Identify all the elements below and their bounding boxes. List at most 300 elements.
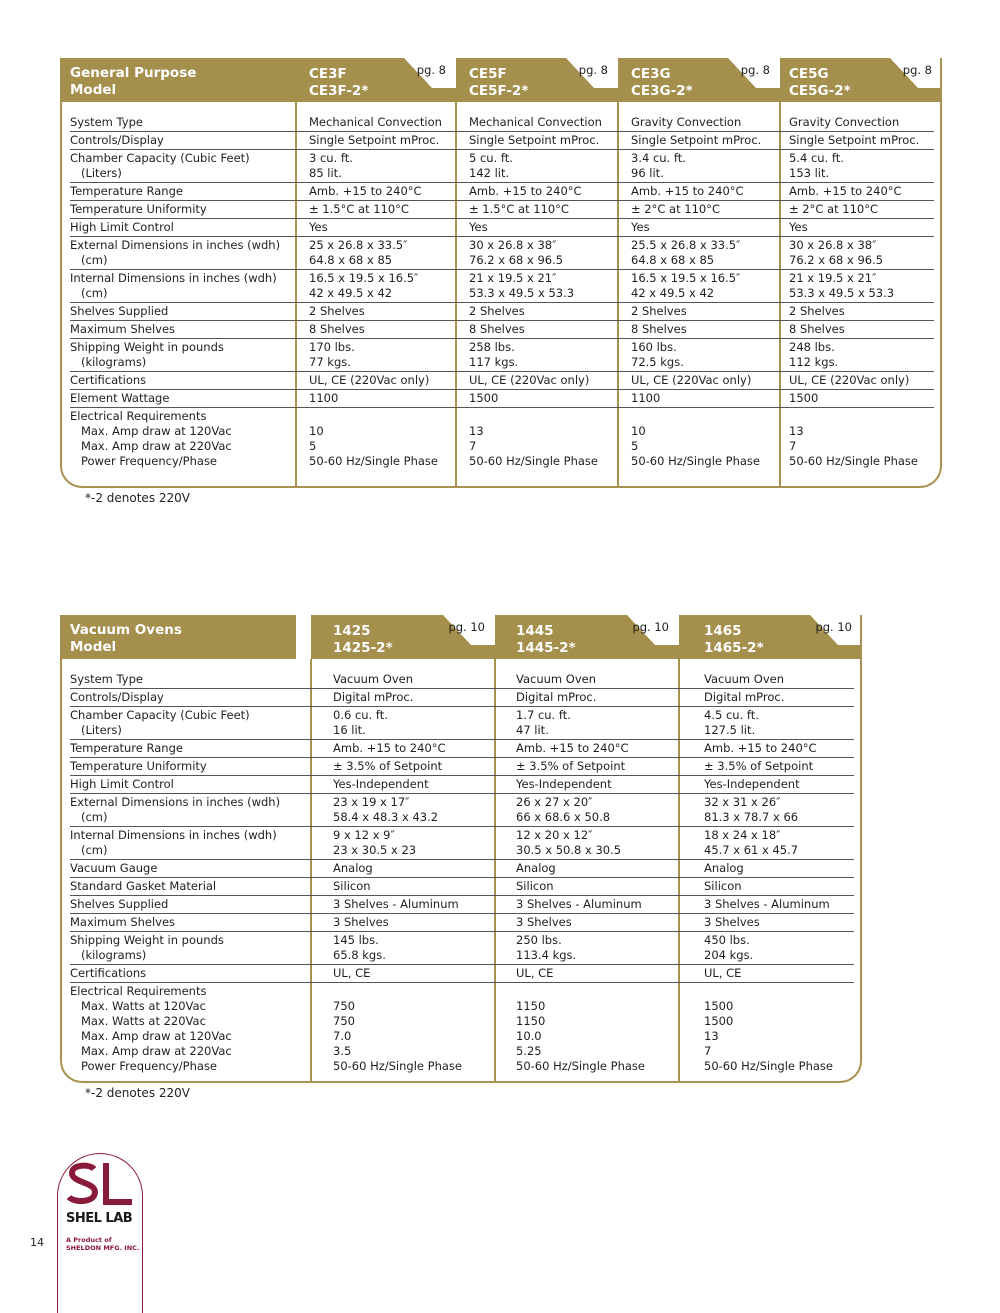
- cell-value-line: 9 x 12 x 9″: [333, 828, 395, 842]
- table-cell: [333, 915, 389, 930]
- row-label-line: (cm): [70, 253, 108, 267]
- model-name-line2: 1445-2*: [516, 640, 576, 656]
- table-cell: [631, 133, 761, 148]
- table-cell: [333, 828, 416, 858]
- table-cell: [469, 340, 518, 370]
- cell-value-line: 2 Shelves: [789, 304, 845, 318]
- table-cell: [333, 708, 388, 738]
- cell-value-line: 145 lbs.: [333, 933, 379, 947]
- cell-value-line: Yes: [309, 220, 328, 234]
- row-label-line: Electrical Requirements: [70, 409, 207, 423]
- table-cell: [469, 133, 599, 148]
- cell-value-line: Amb. +15 to 240°C: [469, 184, 582, 198]
- general-purpose-table: [60, 58, 942, 488]
- row-divider: [70, 877, 854, 878]
- table-cell: [789, 238, 883, 268]
- model-name: [631, 66, 693, 100]
- cell-value-line: 170 lbs.: [309, 340, 355, 354]
- cell-value-line: 30 x 26.8 x 38″: [789, 238, 877, 252]
- row-label: [70, 879, 216, 894]
- table-cell: [516, 966, 553, 981]
- cell-value-line: 3 cu. ft.: [309, 151, 353, 165]
- row-label-line: Shelves Supplied: [70, 304, 169, 318]
- table-cell: [516, 795, 610, 825]
- table-cell: [333, 777, 429, 792]
- cell-value-line: 7: [469, 439, 477, 453]
- table-cell: [704, 933, 753, 963]
- row-divider: [70, 688, 854, 689]
- cell-value-line: 3.4 cu. ft.: [631, 151, 686, 165]
- cell-value-line: 1150: [516, 999, 546, 1013]
- cell-value-line: 250 lbs.: [516, 933, 562, 947]
- model-name-line2: CE3G-2*: [631, 83, 693, 99]
- table-cell: [469, 322, 525, 337]
- table-cell: [631, 373, 751, 388]
- cell-value-line: [309, 409, 438, 424]
- cell-value-line: ± 2°C at 110°C: [789, 202, 878, 216]
- table-cell: [309, 373, 429, 388]
- cell-value-line: UL, CE (220Vac only): [309, 373, 430, 387]
- shel-lab-wordmark: SHEL LAB: [66, 1211, 133, 1226]
- table-cell: [631, 340, 684, 370]
- row-label: [70, 966, 146, 981]
- row-divider: [70, 407, 934, 408]
- table-cell: [789, 184, 902, 199]
- cell-value-line: [333, 984, 462, 999]
- cell-value-line: Yes-Independent: [704, 777, 800, 791]
- logo-tagline: [66, 1237, 139, 1252]
- table-cell: [631, 391, 660, 406]
- cell-value-line: Silicon: [516, 879, 554, 893]
- page-reference: pg. 8: [578, 63, 608, 77]
- table-cell: [309, 202, 409, 217]
- table-cell: [333, 861, 373, 876]
- vacuum-ovens-table: [60, 615, 862, 1083]
- table-cell: [704, 828, 798, 858]
- cell-value-line: 7: [789, 439, 797, 453]
- row-label-line: Shipping Weight in pounds: [70, 340, 224, 354]
- table-cell: [631, 115, 741, 130]
- cell-value-line: 32 x 31 x 26″: [704, 795, 781, 809]
- model-name: [309, 66, 368, 100]
- cell-value-line: 4.5 cu. ft.: [704, 708, 759, 722]
- table-cell: [516, 777, 612, 792]
- model-name-line2: CE5G-2*: [789, 83, 851, 99]
- table-cell: [309, 271, 418, 301]
- row-divider: [70, 131, 934, 132]
- table-cell: [469, 202, 569, 217]
- model-column-header: [780, 58, 942, 102]
- table-cell: [309, 151, 353, 181]
- cell-value-line: 72.5 kgs.: [631, 355, 684, 369]
- cell-value-line: 1500: [789, 391, 819, 405]
- table-cell: [704, 741, 817, 756]
- table-cell: [333, 741, 446, 756]
- row-label: [70, 897, 168, 912]
- table-cell: [469, 271, 574, 301]
- cell-value-line: Gravity Convection: [789, 115, 900, 129]
- cell-value-line: [789, 409, 918, 424]
- cell-value-line: 85 lit.: [309, 166, 342, 180]
- cell-value-line: Single Setpoint mProc.: [309, 133, 440, 147]
- model-name-line1: CE5G: [789, 66, 829, 82]
- cell-value-line: Mechanical Convection: [469, 115, 602, 129]
- row-label-line: System Type: [70, 672, 143, 686]
- row-label: [70, 115, 143, 130]
- cell-value-line: 10.0: [516, 1029, 542, 1043]
- cell-value-line: 50-60 Hz/Single Phase: [516, 1059, 645, 1073]
- cell-value-line: Digital mProc.: [704, 690, 785, 704]
- cell-value-line: 30.5 x 50.8 x 30.5: [516, 843, 622, 857]
- table-cell: [789, 271, 894, 301]
- table-cell: [309, 340, 355, 370]
- cell-value-line: ± 1.5°C at 110°C: [469, 202, 569, 216]
- row-label-line: Max. Watts at 120Vac: [70, 999, 206, 1013]
- table-cell: [789, 115, 899, 130]
- cell-value-line: 750: [333, 999, 355, 1013]
- row-divider: [70, 182, 934, 183]
- cell-value-line: 10: [309, 424, 324, 438]
- row-label-line: Controls/Display: [70, 690, 164, 704]
- table-cell: [309, 220, 328, 235]
- model-name-line1: 1425: [333, 623, 371, 639]
- cell-value-line: 1100: [309, 391, 339, 405]
- model-name-line2: 1425-2*: [333, 640, 393, 656]
- table-cell: [469, 373, 589, 388]
- model-name-line2: 1465-2*: [704, 640, 764, 656]
- row-label-line: Maximum Shelves: [70, 322, 176, 336]
- row-divider: [70, 739, 854, 740]
- cell-value-line: Gravity Convection: [631, 115, 742, 129]
- model-column-header: [679, 615, 862, 659]
- row-label: [70, 984, 232, 1074]
- row-label-line: Internal Dimensions in inches (wdh): [70, 271, 277, 285]
- cell-value-line: 53.3 x 49.5 x 53.3: [469, 286, 575, 300]
- cell-value-line: 64.8 x 68 x 85: [309, 253, 393, 267]
- cell-value-line: 13: [469, 424, 484, 438]
- cell-value-line: Yes: [469, 220, 488, 234]
- table-cell: [631, 304, 687, 319]
- table-cell: [789, 304, 845, 319]
- cell-value-line: 142 lit.: [469, 166, 510, 180]
- row-divider: [70, 982, 854, 983]
- table-cell: [631, 271, 740, 301]
- cell-value-line: Vacuum Oven: [516, 672, 597, 686]
- model-column-header: [618, 58, 780, 102]
- table-cell: [789, 409, 918, 469]
- model-name: [469, 66, 528, 100]
- row-label-line: Temperature Range: [70, 184, 183, 198]
- model-name-line1: CE3G: [631, 66, 671, 82]
- cell-value-line: Yes-Independent: [333, 777, 429, 791]
- cell-value-line: 8 Shelves: [789, 322, 845, 336]
- column-divider: [295, 102, 297, 488]
- cell-value-line: 26 x 27 x 20″: [516, 795, 593, 809]
- table-cell: [333, 690, 413, 705]
- cell-value-line: 25.5 x 26.8 x 33.5″: [631, 238, 741, 252]
- model-name-line1: 1445: [516, 623, 554, 639]
- row-label-line: (Liters): [70, 166, 122, 180]
- cell-value-line: Mechanical Convection: [309, 115, 442, 129]
- cell-value-line: Yes: [789, 220, 808, 234]
- table-cell: [333, 984, 462, 1074]
- model-column-header: [296, 58, 456, 102]
- table-cell: [333, 897, 459, 912]
- cell-value-line: 64.8 x 68 x 85: [631, 253, 715, 267]
- cell-value-line: 13: [789, 424, 804, 438]
- cell-value-line: [704, 984, 833, 999]
- cell-value-line: 50-60 Hz/Single Phase: [469, 454, 598, 468]
- row-divider: [70, 859, 854, 860]
- row-divider: [70, 913, 854, 914]
- cell-value-line: Single Setpoint mProc.: [789, 133, 920, 147]
- table-cell: [789, 220, 808, 235]
- cell-value-line: Yes-Independent: [516, 777, 612, 791]
- cell-value-line: Vacuum Oven: [333, 672, 414, 686]
- table-cell: [704, 708, 759, 738]
- table-cell: [704, 795, 798, 825]
- table-cell: [469, 151, 513, 181]
- cell-value-line: 1100: [631, 391, 661, 405]
- logo-tagline-line2: SHELDON MFG. INC.: [66, 1243, 140, 1252]
- table-cell: [631, 184, 744, 199]
- cell-value-line: 25 x 26.8 x 33.5″: [309, 238, 408, 252]
- table-cell: [309, 238, 407, 268]
- cell-value-line: 50-60 Hz/Single Phase: [631, 454, 760, 468]
- table-cell: [516, 861, 556, 876]
- cell-value-line: 2 Shelves: [469, 304, 525, 318]
- cell-value-line: 2 Shelves: [631, 304, 687, 318]
- table-cell: [789, 340, 838, 370]
- row-label-line: Certifications: [70, 966, 147, 980]
- table-cell: [309, 391, 338, 406]
- cell-value-line: 8 Shelves: [469, 322, 525, 336]
- cell-value-line: 1150: [516, 1014, 546, 1028]
- cell-value-line: Silicon: [333, 879, 371, 893]
- table-cell: [469, 115, 602, 130]
- cell-value-line: 23 x 30.5 x 23: [333, 843, 417, 857]
- table-cell: [469, 238, 563, 268]
- table-header-label: [60, 58, 296, 102]
- cell-value-line: Silicon: [704, 879, 742, 893]
- cell-value-line: 76.2 x 68 x 96.5: [789, 253, 884, 267]
- footnote: *-2 denotes 220V: [85, 491, 190, 505]
- table-cell: [516, 879, 554, 894]
- cell-value-line: UL, CE (220Vac only): [789, 373, 910, 387]
- table-cell: [309, 115, 442, 130]
- row-label: [70, 373, 146, 388]
- row-label-line: Max. Amp draw at 220Vac: [70, 439, 232, 453]
- row-label-line: Standard Gasket Material: [70, 879, 217, 893]
- cell-value-line: 12 x 20 x 12″: [516, 828, 593, 842]
- cell-value-line: 3 Shelves - Aluminum: [704, 897, 830, 911]
- cell-value-line: 248 lbs.: [789, 340, 835, 354]
- column-divider: [678, 659, 680, 1083]
- table-cell: [333, 879, 371, 894]
- cell-value-line: Digital mProc.: [333, 690, 414, 704]
- table-cell: [309, 304, 365, 319]
- row-label-line: Electrical Requirements: [70, 984, 207, 998]
- row-label-line: Max. Amp draw at 120Vac: [70, 1029, 232, 1043]
- cell-value-line: 23 x 19 x 17″: [333, 795, 410, 809]
- cell-value-line: 3 Shelves - Aluminum: [516, 897, 642, 911]
- cell-value-line: 13: [704, 1029, 719, 1043]
- row-label: [70, 690, 164, 705]
- cell-value-line: Amb. +15 to 240°C: [333, 741, 446, 755]
- page-reference: pg. 8: [740, 63, 770, 77]
- row-label-line: High Limit Control: [70, 220, 174, 234]
- cell-value-line: Analog: [704, 861, 744, 875]
- table-subtitle: Model: [70, 639, 117, 655]
- model-column-header: [456, 58, 618, 102]
- cell-value-line: Amb. +15 to 240°C: [789, 184, 902, 198]
- cell-value-line: 3 Shelves - Aluminum: [333, 897, 459, 911]
- cell-value-line: 3.5: [333, 1044, 352, 1058]
- row-label: [70, 271, 277, 301]
- cell-value-line: UL, CE: [516, 966, 554, 980]
- table-cell: [516, 759, 625, 774]
- table-cell: [789, 322, 845, 337]
- model-name: [333, 623, 393, 657]
- cell-value-line: Yes: [631, 220, 650, 234]
- footnote: *-2 denotes 220V: [85, 1086, 190, 1100]
- cell-value-line: 160 lbs.: [631, 340, 677, 354]
- table-cell: [309, 184, 422, 199]
- row-label-line: Maximum Shelves: [70, 915, 176, 929]
- cell-value-line: Amb. +15 to 240°C: [704, 741, 817, 755]
- row-label: [70, 133, 164, 148]
- table-cell: [333, 672, 413, 687]
- row-label: [70, 340, 224, 370]
- row-divider: [70, 895, 854, 896]
- table-cell: [704, 897, 830, 912]
- row-divider: [70, 775, 854, 776]
- row-label-line: Certifications: [70, 373, 147, 387]
- column-divider: [617, 102, 619, 488]
- row-divider: [70, 218, 934, 219]
- row-divider: [70, 371, 934, 372]
- table-cell: [789, 391, 818, 406]
- page-reference: pg. 8: [416, 63, 446, 77]
- cell-value-line: 450 lbs.: [704, 933, 750, 947]
- column-divider: [494, 659, 496, 1083]
- row-label: [70, 322, 175, 337]
- cell-value-line: [469, 409, 598, 424]
- row-label: [70, 708, 250, 738]
- row-divider: [70, 757, 854, 758]
- table-cell: [631, 151, 686, 181]
- cell-value-line: 750: [333, 1014, 355, 1028]
- table-cell: [516, 984, 645, 1074]
- cell-value-line: 42 x 49.5 x 42: [631, 286, 715, 300]
- cell-value-line: 8 Shelves: [631, 322, 687, 336]
- table-cell: [516, 828, 621, 858]
- cell-value-line: 5: [309, 439, 317, 453]
- row-label: [70, 861, 157, 876]
- table-cell: [516, 915, 572, 930]
- row-divider: [70, 302, 934, 303]
- table-subtitle: Model: [70, 82, 117, 98]
- row-divider: [70, 338, 934, 339]
- cell-value-line: 16.5 x 19.5 x 16.5″: [631, 271, 741, 285]
- column-divider: [310, 659, 312, 1083]
- shel-lab-logo-mark: [64, 1160, 136, 1210]
- cell-value-line: 7.0: [333, 1029, 352, 1043]
- row-label: [70, 828, 277, 858]
- row-label: [70, 202, 207, 217]
- cell-value-line: 5 cu. ft.: [469, 151, 513, 165]
- row-label-line: Power Frequency/Phase: [70, 454, 218, 468]
- cell-value-line: 16 lit.: [333, 723, 366, 737]
- page-number: 14: [30, 1236, 44, 1249]
- page-reference: pg. 8: [902, 63, 932, 77]
- cell-value-line: 3 Shelves: [516, 915, 572, 929]
- cell-value-line: 112 kgs.: [789, 355, 839, 369]
- cell-value-line: 1500: [704, 999, 734, 1013]
- cell-value-line: 258 lbs.: [469, 340, 515, 354]
- cell-value-line: 77 kgs.: [309, 355, 351, 369]
- cell-value-line: Amb. +15 to 240°C: [631, 184, 744, 198]
- row-label-line: (kilograms): [70, 355, 147, 369]
- page-reference: pg. 10: [815, 620, 852, 634]
- cell-value-line: 1500: [469, 391, 499, 405]
- row-label-line: (Liters): [70, 723, 122, 737]
- cell-value-line: 50-60 Hz/Single Phase: [333, 1059, 462, 1073]
- table-cell: [631, 202, 720, 217]
- table-cell: [704, 915, 760, 930]
- table-cell: [333, 933, 386, 963]
- cell-value-line: [631, 409, 760, 424]
- cell-value-line: 81.3 x 78.7 x 66: [704, 810, 799, 824]
- cell-value-line: 42 x 49.5 x 42: [309, 286, 393, 300]
- cell-value-line: 50-60 Hz/Single Phase: [704, 1059, 833, 1073]
- row-label: [70, 672, 143, 687]
- cell-value-line: 1.7 cu. ft.: [516, 708, 571, 722]
- table-title: General Purpose: [70, 65, 197, 81]
- row-label-line: Temperature Uniformity: [70, 202, 207, 216]
- cell-value-line: 204 kgs.: [704, 948, 754, 962]
- table-cell: [631, 409, 760, 469]
- row-label-line: (cm): [70, 810, 108, 824]
- cell-value-line: 30 x 26.8 x 38″: [469, 238, 557, 252]
- cell-value-line: ± 2°C at 110°C: [631, 202, 720, 216]
- cell-value-line: 7: [704, 1044, 712, 1058]
- cell-value-line: 66 x 68.6 x 50.8: [516, 810, 611, 824]
- table-cell: [516, 933, 576, 963]
- cell-value-line: 47 lit.: [516, 723, 549, 737]
- row-label-line: Element Wattage: [70, 391, 170, 405]
- column-divider: [779, 102, 781, 488]
- cell-value-line: 127.5 lit.: [704, 723, 756, 737]
- cell-value-line: 3 Shelves: [333, 915, 389, 929]
- table-cell: [309, 133, 439, 148]
- row-label: [70, 151, 250, 181]
- model-name-line2: CE3F-2*: [309, 83, 369, 99]
- row-label-line: Shelves Supplied: [70, 897, 169, 911]
- table-cell: [704, 861, 744, 876]
- row-label-line: Max. Amp draw at 220Vac: [70, 1044, 232, 1058]
- row-divider: [70, 931, 854, 932]
- cell-value-line: 21 x 19.5 x 21″: [469, 271, 557, 285]
- table-cell: [789, 133, 919, 148]
- row-label-line: External Dimensions in inches (wdh): [70, 238, 281, 252]
- row-label: [70, 741, 183, 756]
- cell-value-line: Single Setpoint mProc.: [469, 133, 600, 147]
- table-cell: [309, 409, 438, 469]
- cell-value-line: 5: [631, 439, 639, 453]
- cell-value-line: 1500: [704, 1014, 734, 1028]
- row-divider: [70, 320, 934, 321]
